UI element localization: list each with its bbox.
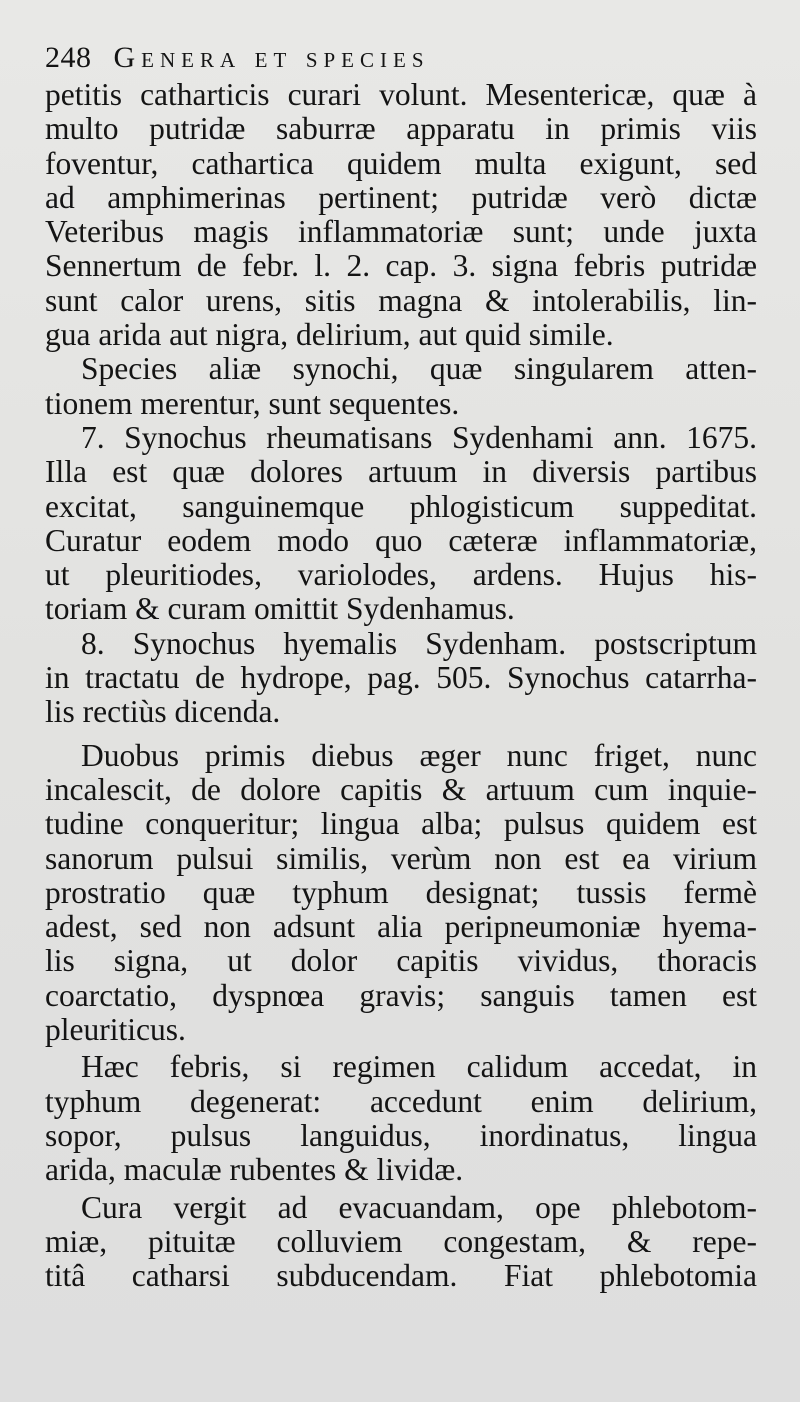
text-line: Sennertum de febr. l. 2. cap. 3. signa febris putridæ xyxy=(45,248,757,284)
text-line: miæ, pituitæ colluviem congestam, & repe- xyxy=(45,1223,757,1259)
text-line: Hæc febris, si regimen calidum accedat, in xyxy=(81,1049,757,1085)
text-line: sopor, pulsus languidus, inordinatus, lingua xyxy=(45,1117,757,1153)
text-line: Cura vergit ad evacuandam, ope phlebotom- xyxy=(81,1189,757,1225)
text-line: excitat, sanguinemque phlogisticum suppeditat. xyxy=(45,488,757,524)
text-line: petitis catharticis curari volunt. Mesentericæ, quæ à xyxy=(45,77,757,112)
text-line: coarctatio, dyspnœa gravis; sanguis tamen est xyxy=(45,977,757,1013)
text-line: tudine conqueritur; lingua alba; pulsus quidem est xyxy=(45,806,757,842)
text-line: Duobus primis diebus æger nunc friget, nunc xyxy=(81,737,757,773)
text-line: gua arida aut nigra, delirium, aut quid simile. xyxy=(45,317,614,353)
section-heading-8: 8. Synochus hyemalis Sydenham. postscriptum xyxy=(81,625,757,661)
text-line: foventur, cathartica quidem multa exigunt, sed xyxy=(45,145,757,181)
text-line: toriam & curam omittit Sydenhamus. xyxy=(45,591,515,627)
text-line: lis signa, ut dolor capitis vividus, thoracis xyxy=(45,943,757,979)
text-line: adest, sed non adsunt alia peripneumoniæ hyema- xyxy=(45,909,757,945)
text-line: Curatur eodem modo quo cæteræ inflammatoriæ, xyxy=(45,522,757,558)
text-line: ut pleuritiodes, variolodes, ardens. Hujus his- xyxy=(45,557,757,593)
running-title: Genera et species xyxy=(113,41,430,74)
text-line: typhum degenerat: accedunt enim delirium, xyxy=(45,1083,757,1119)
text-line: in tractatu de hydrope, pag. 505. Synochus catarrha- xyxy=(45,660,757,696)
text-line: titâ catharsi subducendam. Fiat phlebotomia xyxy=(45,1258,757,1294)
text-line: incalescit, de dolore capitis & artuum cum inquie- xyxy=(45,771,757,807)
text-line: prostratio quæ typhum designat; tussis fermè xyxy=(45,874,757,910)
section-heading-7: 7. Synochus rheumatisans Sydenhami ann. 1675. xyxy=(81,419,757,455)
text-line: Illa est quæ dolores artuum in diversis partibus xyxy=(45,454,757,490)
text-line: tionem merentur, sunt sequentes. xyxy=(45,385,460,421)
running-header xyxy=(45,38,757,78)
text-line: arida, maculæ rubentes & lividæ. xyxy=(45,1152,464,1188)
text-line: lis rectiùs dicenda. xyxy=(45,694,281,730)
text-line: Species aliæ synochi, quæ singularem atten- xyxy=(81,351,757,387)
text-line: multo putridæ saburræ apparatu in primis viis xyxy=(45,111,757,147)
text-line: ad amphimerinas pertinent; putridæ verò dictæ xyxy=(45,179,757,215)
page-text xyxy=(45,38,757,1293)
text-line: pleuriticus. xyxy=(45,1012,186,1048)
text-line: Veteribus magis inflammatoriæ sunt; unde juxta xyxy=(45,214,757,250)
text-line: sanorum pulsui similis, verùm non est ea virium xyxy=(45,840,757,876)
page-number: 248 xyxy=(45,41,92,74)
text-line: sunt calor urens, sitis magna & intolerabilis, lin- xyxy=(45,282,757,318)
